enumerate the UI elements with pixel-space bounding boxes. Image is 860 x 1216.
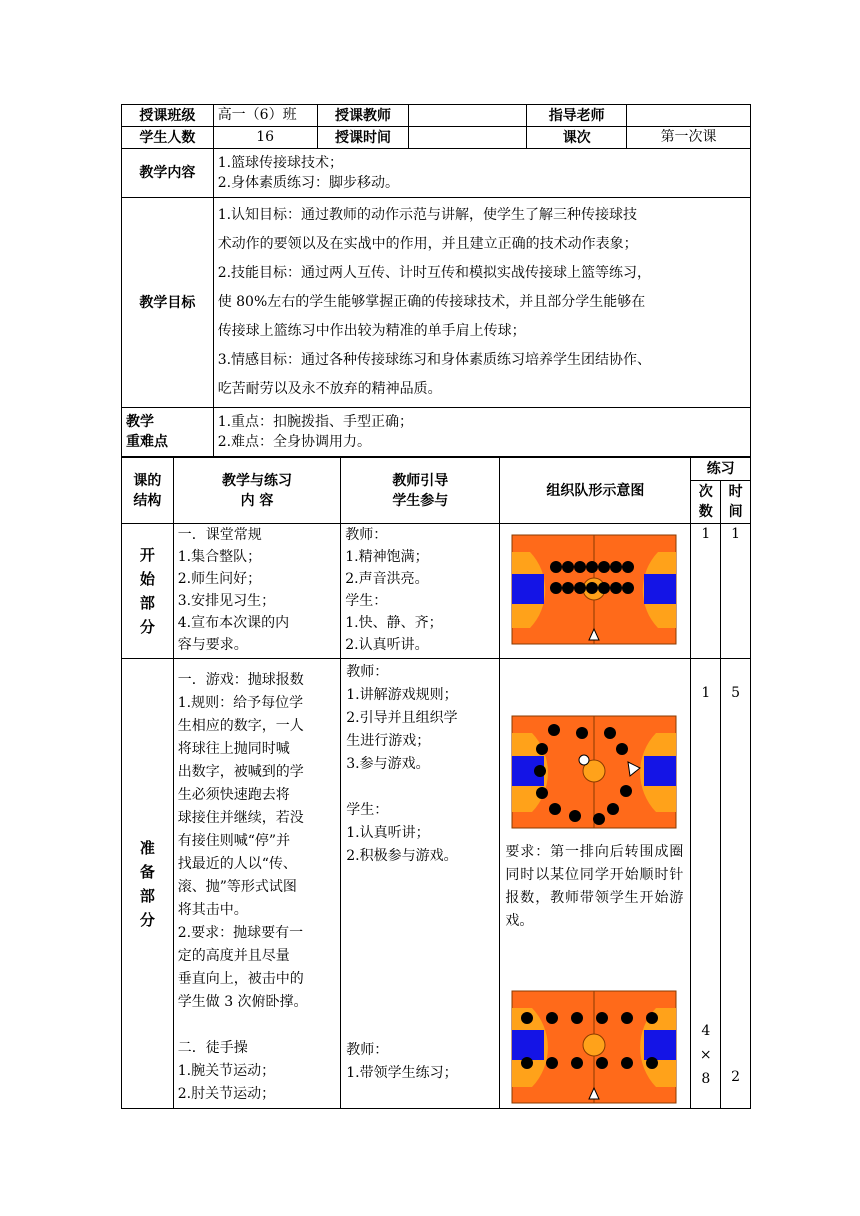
guide-line: 1.精神饱满； <box>345 549 429 565</box>
keypoint-line: 2.难点：全身协调用力。 <box>217 434 372 450</box>
students-value: 16 <box>213 127 317 149</box>
goal-line: 使 80%左右的学生能够掌握正确的传接球技术，并且部分学生能够在 <box>217 294 646 310</box>
section-start-guide <box>341 524 500 659</box>
content-text <box>213 149 750 198</box>
content-line: 1.规则：给予每位学 <box>177 695 304 711</box>
goal-line: 1.认知目标：通过教师的动作示范与讲解，使学生了解三种传接球技 <box>217 207 638 223</box>
start-duration: 1 <box>721 524 751 659</box>
mentor-label: 指导老师 <box>527 105 627 127</box>
goal-line: 2.技能目标：通过两人互传、计时互传和模拟实战传接球上篮等练习， <box>217 265 652 281</box>
content-line: 垂直向上，被击中的 <box>177 971 304 987</box>
student-marker <box>562 561 574 573</box>
content-line: 2.要求：抛球要有一 <box>177 925 304 941</box>
exercise-header: 练习 <box>691 458 751 481</box>
goals-text <box>213 198 750 408</box>
student-marker <box>607 803 619 815</box>
content-line: 2.身体素质练习：脚步移动。 <box>217 175 400 191</box>
paint-right <box>644 574 676 604</box>
content-line: 4.宣布本次课的内 <box>177 615 290 631</box>
content-line: 1.篮球传接球技术； <box>217 155 344 171</box>
student-marker <box>620 785 632 797</box>
students-label: 学生人数 <box>122 127 214 149</box>
teacher-label: 授课教师 <box>317 105 409 127</box>
goal-line: 术动作的要领以及在实战中的作用，并且建立正确的技术动作表象； <box>217 236 638 252</box>
student-marker <box>586 582 598 594</box>
student-marker <box>536 743 548 755</box>
student-marker <box>548 724 560 736</box>
student-marker <box>622 582 634 594</box>
guide-line <box>346 776 457 799</box>
student-marker <box>576 727 588 739</box>
guide-line: 2.认真听讲。 <box>345 637 429 653</box>
student-marker <box>574 582 586 594</box>
content-line: 一．游戏：抛球报数 <box>177 672 304 688</box>
session-label: 课次 <box>527 127 627 149</box>
lesson-info-table <box>121 104 751 457</box>
guide-line: 教师： <box>346 664 389 680</box>
content-line: 生必须快速跑去将 <box>177 787 290 803</box>
content-line: 有接住则喊“停”并 <box>177 833 291 849</box>
section-prep-name: 准 备 部 分 <box>122 659 174 1109</box>
student-marker <box>621 1012 633 1024</box>
student-marker <box>586 561 598 573</box>
prep-requirement: 要求：第一排向后转围成圈同时以某位同学开始顺时针报数，教师带领学生开始游戏。 <box>505 844 684 929</box>
guide-line: 2.积极参与游戏。 <box>346 848 458 864</box>
court-diagram-start <box>500 524 690 654</box>
prep-times: 1 4 × 8 <box>691 659 721 1109</box>
student-marker <box>536 787 548 799</box>
content-line: 滚、抛”等形式试图 <box>177 879 297 895</box>
student-marker <box>596 1012 608 1024</box>
guide-line: 1.带领学生练习； <box>346 1065 458 1081</box>
student-marker <box>569 810 581 822</box>
content-line: 1.腕关节运动； <box>177 1063 276 1079</box>
goal-line: 吃苦耐劳以及永不放弃的精神品质。 <box>217 381 442 397</box>
guide-line: 教师： <box>346 1042 389 1058</box>
content-line: 将其击中。 <box>177 902 248 918</box>
goal-line: 传接球上篮练习中作出较为精准的单手肩上传球； <box>217 323 526 339</box>
center-circle <box>583 1034 605 1056</box>
paint-right <box>644 756 676 786</box>
student-marker <box>646 1012 658 1024</box>
keypoints-text <box>213 408 750 457</box>
guide-line: 2.引导并且组织学 <box>346 710 458 726</box>
guide-line: 1.快、静、齐； <box>345 615 443 631</box>
guide-line: 学生： <box>345 593 388 609</box>
student-marker <box>521 1012 533 1024</box>
prep-guide-exercise <box>346 1039 457 1085</box>
content-label: 教学内容 <box>122 149 214 198</box>
student-marker <box>610 561 622 573</box>
keypoints-label: 教学 重难点 <box>122 408 214 457</box>
ball-marker <box>579 755 589 765</box>
student-marker <box>646 1057 658 1069</box>
structure-header: 课的 结构 <box>122 458 174 524</box>
paint-right <box>644 1030 676 1060</box>
section-start-content <box>173 524 341 659</box>
student-marker <box>571 1012 583 1024</box>
student-marker <box>598 582 610 594</box>
student-marker <box>616 743 628 755</box>
student-marker <box>534 765 546 777</box>
content-line: 2.肘关节运动； <box>177 1086 276 1102</box>
content-line: 2.师生问好； <box>177 571 262 587</box>
guide-header: 教师引导 学生参与 <box>341 458 500 524</box>
student-marker <box>574 561 586 573</box>
start-times: 1 <box>691 524 721 659</box>
keypoint-line: 1.重点：扣腕拨指、手型正确； <box>217 414 414 430</box>
prep-diagram-cell <box>500 659 691 1109</box>
goal-line: 3.情感目标：通过各种传接球练习和身体素质练习培养学生团结协作、 <box>217 352 652 368</box>
student-marker <box>604 727 616 739</box>
content-line: 3.安排见习生； <box>177 593 276 609</box>
content-line: 容与要求。 <box>177 637 248 653</box>
content-line: 1.集合整队； <box>177 549 262 565</box>
content-line: 学生做 3 次俯卧撑。 <box>177 994 308 1010</box>
student-marker <box>596 1057 608 1069</box>
guide-line: 学生： <box>346 802 389 818</box>
content-line: 二．徒手操 <box>177 1040 248 1056</box>
start-diagram-cell <box>500 524 691 659</box>
duration-header: 时 间 <box>721 481 751 524</box>
student-marker <box>621 1057 633 1069</box>
time-label: 授课时间 <box>317 127 409 149</box>
student-marker <box>593 813 605 825</box>
guide-line: 1.认真听讲； <box>346 825 430 841</box>
mentor-value <box>627 105 751 127</box>
student-marker <box>521 1057 533 1069</box>
student-marker <box>562 582 574 594</box>
content-line <box>178 1014 337 1037</box>
session-value: 第一次课 <box>627 127 751 149</box>
guide-line: 2.声音洪亮。 <box>345 571 429 587</box>
student-marker <box>546 1057 558 1069</box>
student-marker <box>550 582 562 594</box>
content-line: 生相应的数字，一人 <box>177 718 304 734</box>
content-line: 球接住并继续，若没 <box>177 810 304 826</box>
guide-line: 生进行游戏； <box>346 733 431 749</box>
guide-line: 3.参与游戏。 <box>346 756 430 772</box>
section-prep-guide <box>341 659 500 1109</box>
times-header: 次 数 <box>691 481 721 524</box>
content-line: 一．课堂常规 <box>177 527 262 543</box>
prep-guide-game <box>346 661 457 868</box>
student-marker <box>550 561 562 573</box>
practice-header: 教学与练习 内 容 <box>173 458 341 524</box>
paint-left <box>512 1030 544 1060</box>
content-line: 定的高度并且尽量 <box>177 948 290 964</box>
content-line: 将球往上抛同时喊 <box>177 741 290 757</box>
student-marker <box>610 582 622 594</box>
section-prep-content <box>173 659 341 1109</box>
lesson-plan-table <box>121 457 751 1109</box>
diagram-header: 组织队形示意图 <box>500 458 691 524</box>
content-line: 找最近的人以“传、 <box>177 856 297 872</box>
prep-duration: 5 2 <box>721 659 751 1109</box>
student-marker <box>622 561 634 573</box>
court-diagram-exercise <box>500 987 690 1107</box>
goals-label: 教学目标 <box>122 198 214 408</box>
class-value: 高一（6）班 <box>213 105 317 127</box>
class-label: 授课班级 <box>122 105 214 127</box>
guide-line: 教师： <box>345 527 388 543</box>
section-start-name: 开 始 部 分 <box>122 524 174 659</box>
content-line: 出数字，被喊到的学 <box>177 764 304 780</box>
student-marker <box>546 1012 558 1024</box>
paint-left <box>512 574 544 604</box>
student-marker <box>571 1057 583 1069</box>
student-marker <box>598 561 610 573</box>
guide-line: 1.讲解游戏规则； <box>346 687 458 703</box>
student-marker <box>549 803 561 815</box>
time-value <box>409 127 527 149</box>
teacher-value <box>409 105 527 127</box>
court-diagram-game <box>500 711 690 831</box>
